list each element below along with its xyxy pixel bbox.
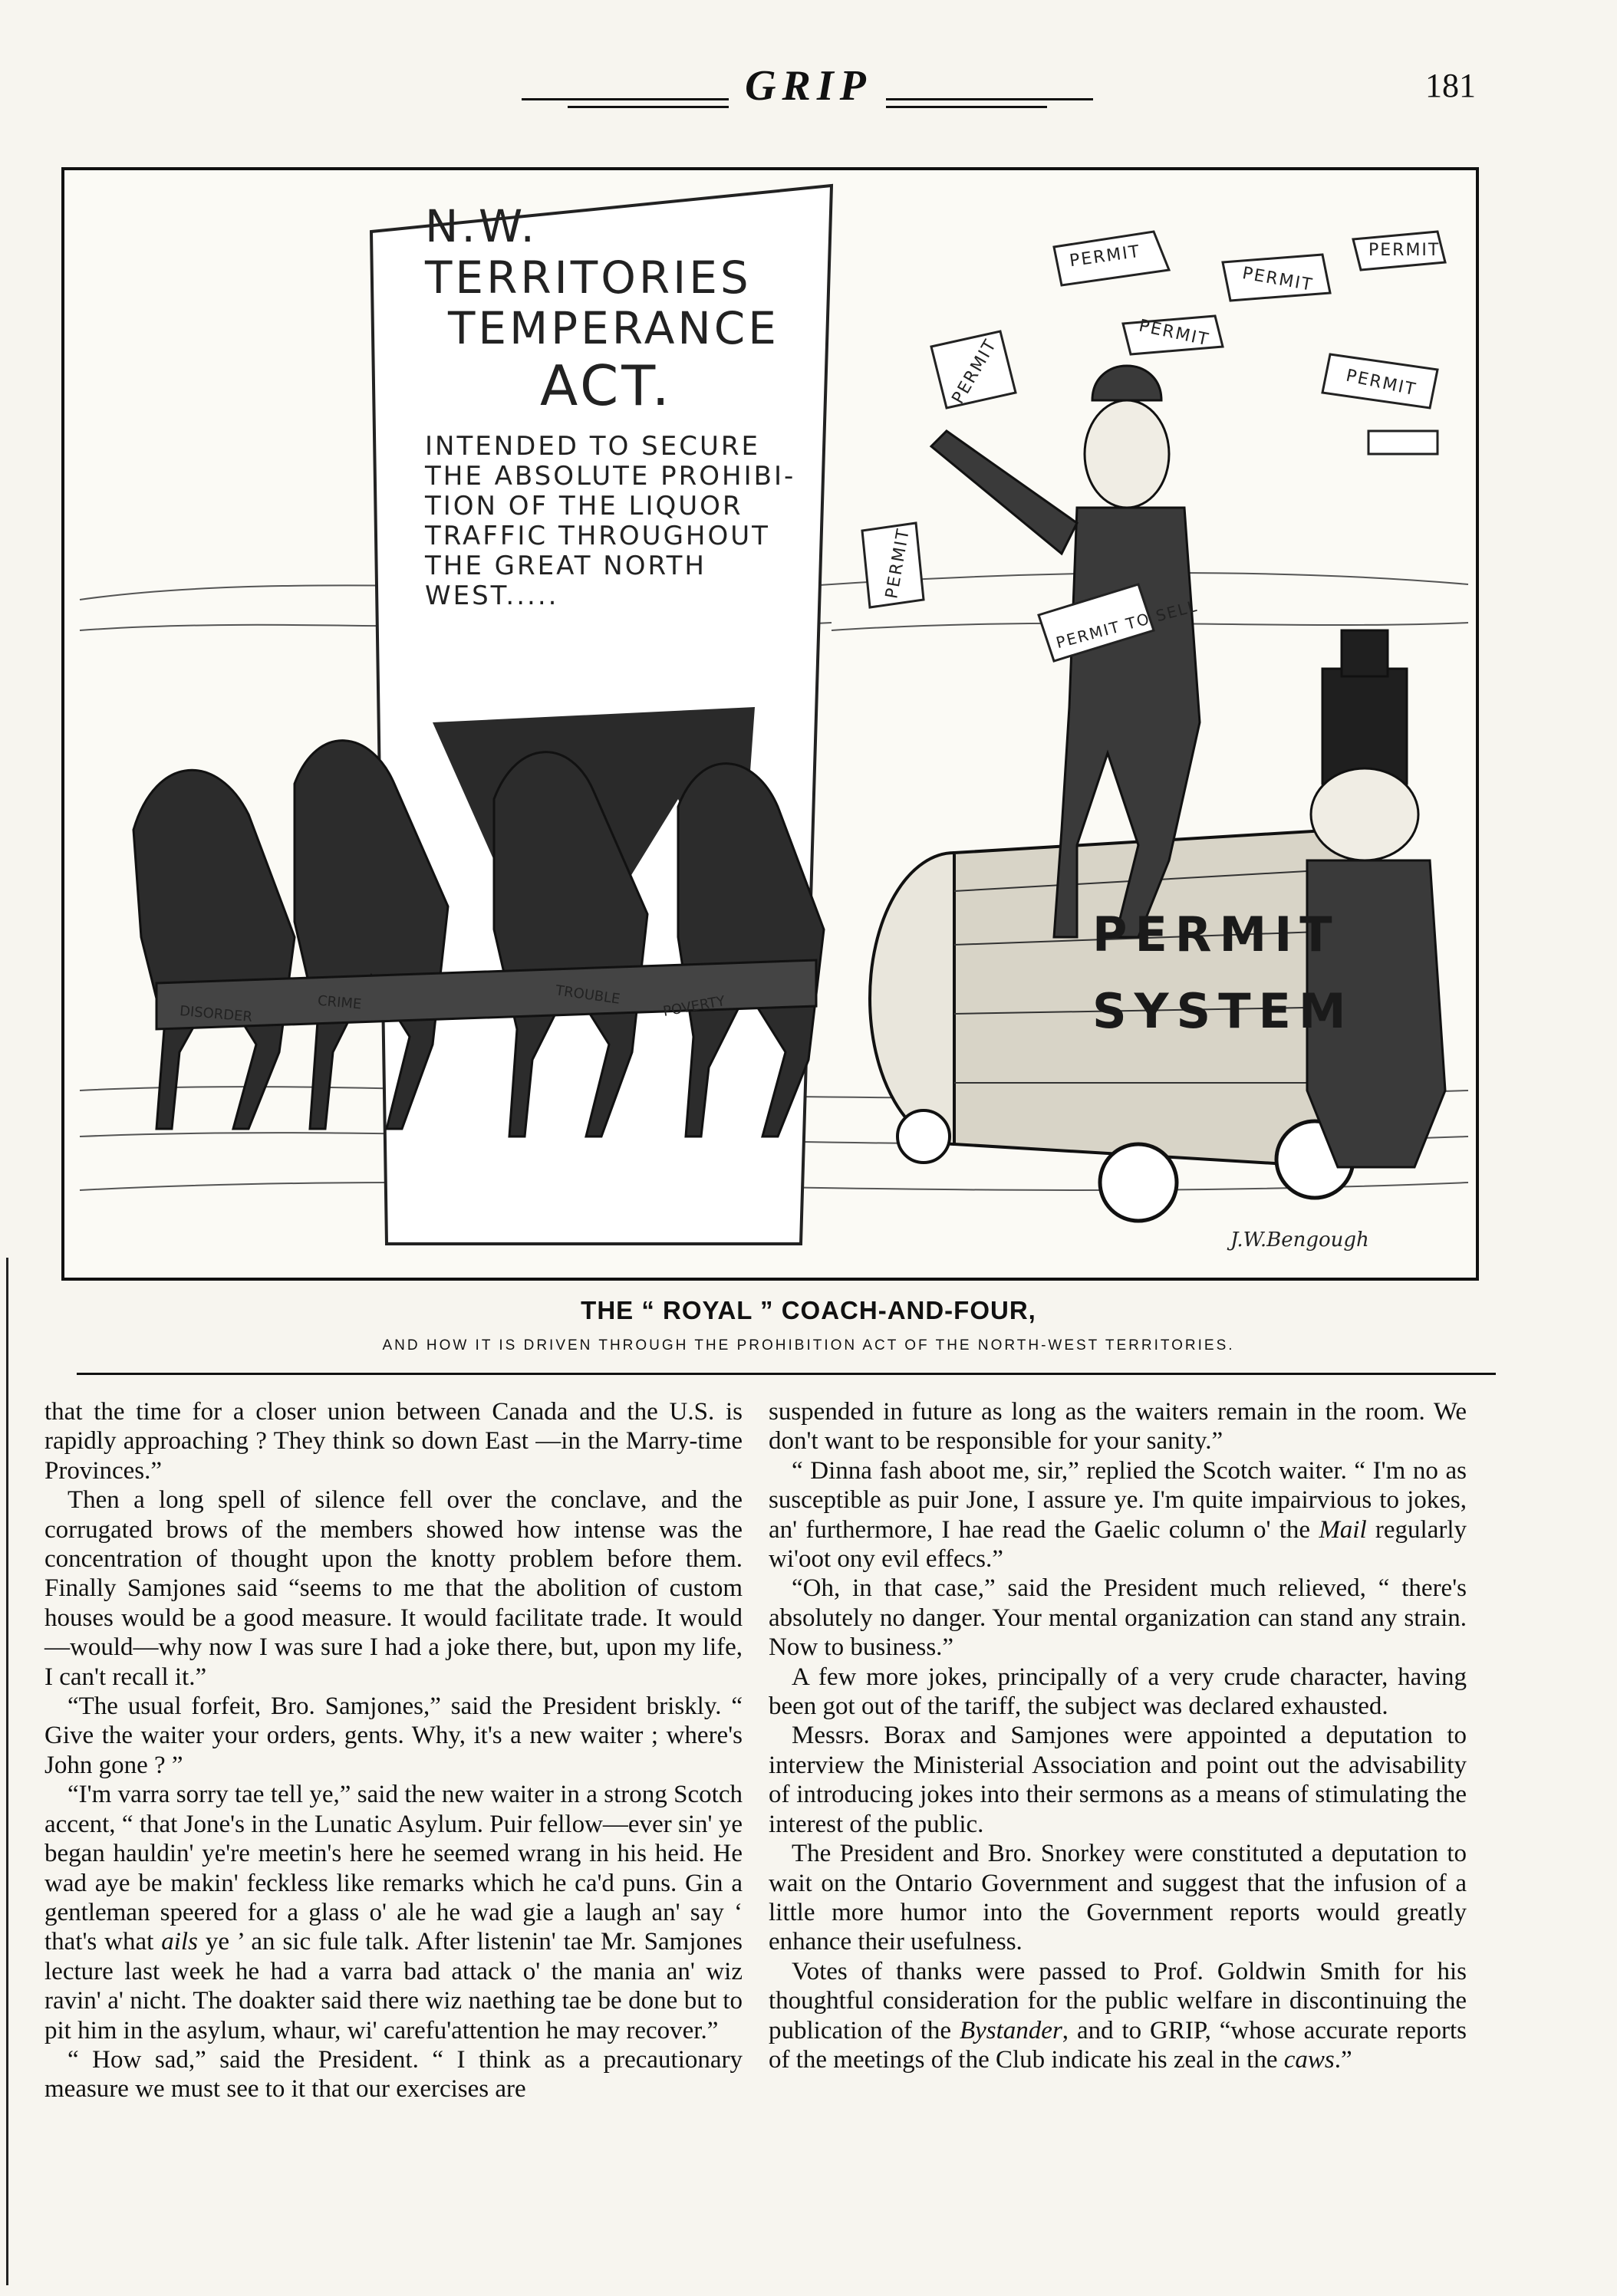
paragraph: “ How sad,” said the President. “ I think as a precautionary measure we must see to it that our exercises are xyxy=(44,2045,743,2104)
caption-subtitle: AND HOW IT IS DRIVEN THROUGH THE PROHIBITION ACT OF THE NORTH-WEST TERRITORIES. xyxy=(382,1337,1235,1354)
italic-word: Bystander xyxy=(959,2016,1062,2044)
harness-label: POVERTY xyxy=(661,993,726,1020)
text-run: , and to GRIP, “whose accurate reports of the meetings of the Club indicate his zeal in the xyxy=(769,2016,1467,2074)
paragraph: Messrs. Borax and Samjones were appointed a deputation to interview the Ministerial Association and point out the advisability of introducing jokes into their sermons as a means of stimulating the interest of the public. xyxy=(769,1722,1467,1838)
act-title-line-3: ACT. xyxy=(540,354,673,419)
permit-label: PERMIT xyxy=(882,526,914,600)
permit-label: PERMIT xyxy=(1240,264,1315,295)
artist-signature: J.W.Bengough xyxy=(1230,1229,1369,1252)
permit-label: PERMIT xyxy=(1368,241,1441,260)
masthead-title: GRIP xyxy=(745,62,872,110)
text-run: “I'm varra sorry tae tell ye,” said the new waiter in a strong Scotch accent, “ that Jone's in the Lunatic Asylum. Puir fellow—ever sin' ye began hauldin' ye're meetin's here he seemed wrang in his heid. He wad aye be makin' feckless like remarks which he ca'd puns. Gin a gentleman speered for a glass o' ale he wad gie a laugh an' say ‘ that's what xyxy=(44,1781,743,1956)
barrel-label-bottom: SYSTEM xyxy=(1092,983,1354,1039)
text-run: .” xyxy=(1334,2045,1352,2074)
permit-label: PERMIT xyxy=(948,335,1001,408)
page-edge-line xyxy=(6,1258,8,2285)
cartoon-illustration xyxy=(61,167,1479,1281)
act-sheet-text xyxy=(425,201,839,611)
italic-word: caws xyxy=(1283,2045,1335,2074)
permit-label: PERMIT xyxy=(1137,316,1211,350)
paragraph: that the time for a closer union between Canada and the U.S. is rapidly approaching ? They think so down East —in the Marry-time Provinces.” xyxy=(44,1398,743,1485)
text-run: ye ’ an sic fule talk. After listenin' tae Mr. Samjones lecture last week he had a varra bad attack o' the mania an' wiz ravin' a' nicht. The doakter said there wiz naething tae be done but to pit him in the asylum, whaur, wi' carefu'attention he may recover.” xyxy=(44,1928,743,2044)
book-label: PERMIT TO SELL xyxy=(1054,596,1200,653)
paragraph: The President and Bro. Snorkey were constituted a deputation to wait on the Ontario Government and suggest that the infusion of a little more humor into the Government reports would greatly enhance their usefulness. xyxy=(769,1840,1467,1956)
harness-label: CRIME xyxy=(317,992,363,1013)
act-subtitle: INTENDED TO SECURE THE ABSOLUTE PROHIBI- TION OF THE LIQUOR TRAFFIC THROUGHOUT THE GREAT NORTH WEST..... xyxy=(425,430,796,612)
text-run: Votes of thanks were passed to Prof. Goldwin Smith for his thoughtful consideration for the public welfare in discontinuing the publication of the xyxy=(769,1957,1467,2044)
italic-word: Mail xyxy=(1319,1515,1367,1544)
caption-rule xyxy=(77,1373,1496,1375)
text-run: regularly wi'oot ony evil effecs.” xyxy=(769,1515,1467,1574)
text-run: “ Dinna fash aboot me, sir,” replied the Scotch waiter. “ I'm no as susceptible as puir Jone, I assure ye. I'm quite impairvious to jokes, an' furthermore, I hae read the Gaelic column o' the xyxy=(769,1456,1467,1544)
permit-label: PERMIT xyxy=(1068,242,1142,271)
paragraph xyxy=(769,1456,1467,1574)
article-column-left xyxy=(44,1397,743,2104)
harness-label: DISORDER xyxy=(179,1002,253,1026)
permit-label: PERMIT xyxy=(1344,366,1418,400)
bottle-hat-figure xyxy=(1307,630,1445,1167)
barrel-label-top: PERMIT xyxy=(1092,906,1340,962)
paragraph xyxy=(44,1780,743,2045)
act-title-line-2: TEMPERANCE xyxy=(448,302,779,355)
paragraph: suspended in future as long as the waiters remain in the room. We don't want to be responsible for your sanity.” xyxy=(769,1398,1467,1456)
paragraph: “The usual forfeit, Bro. Samjones,” said the President briskly. “ Give the waiter your orders, gents. Why, it's a new waiter ; where's John gone ? ” xyxy=(44,1692,743,1779)
italic-word: ails xyxy=(161,1928,198,1956)
paragraph: Then a long spell of silence fell over the conclave, and the corrugated brows of the members showed how intense was the concentration of thought upon the knotty problem before them. Finally Samjones said “seems to me that the abolition of custom houses would be a good measure. It would facilitate trade. It would—would—why now I was sure I had a joke there, but, upon my life, I can't recall it.” xyxy=(44,1486,743,1691)
paragraph: A few more jokes, principally of a very crude character, having been got out of the tariff, the subject was declared exhausted. xyxy=(769,1663,1467,1721)
act-title-line-1: N.W. TERRITORIES xyxy=(425,200,752,304)
masthead-rule-right xyxy=(886,98,1093,100)
page-number: 181 xyxy=(1425,67,1476,104)
harness-label: TROUBLE xyxy=(554,982,621,1008)
masthead-rule-right-2 xyxy=(886,106,1047,108)
paragraph: “Oh, in that case,” said the President much relieved, “ there's absolutely no danger. Your mental organization can stand any strain. Now to business.” xyxy=(769,1574,1467,1662)
paragraph xyxy=(769,1957,1467,2075)
caption-title: THE “ ROYAL ” COACH-AND-FOUR, xyxy=(581,1296,1036,1324)
article-column-right xyxy=(769,1397,1467,2074)
